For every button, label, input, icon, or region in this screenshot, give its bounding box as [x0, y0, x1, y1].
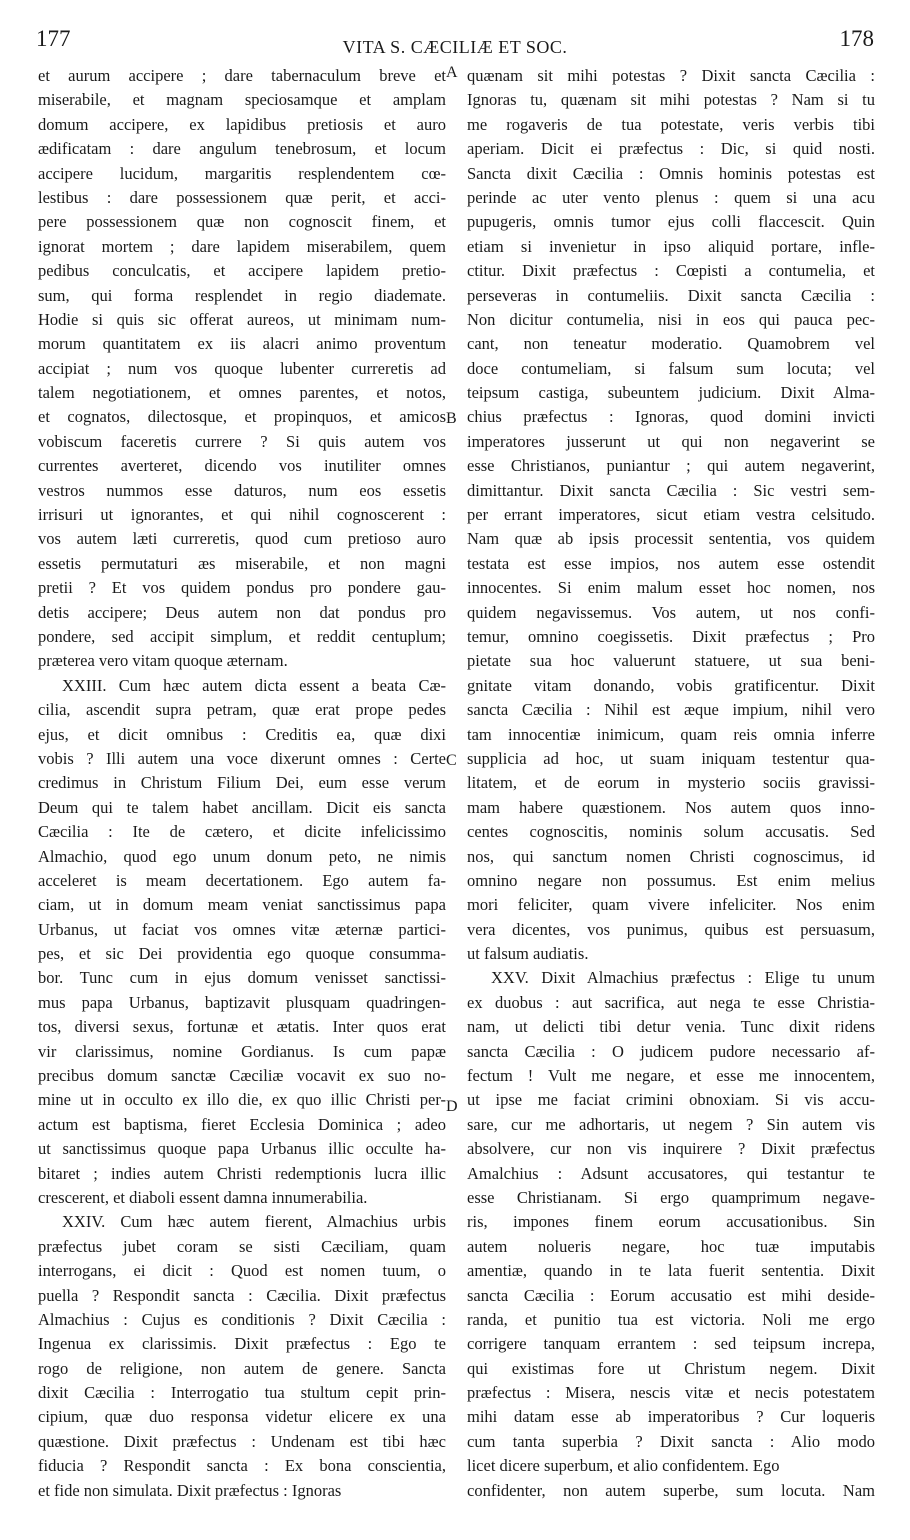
text-line: tam innocentiæ inimicum, quam reis omnia inferre — [467, 724, 875, 744]
text-line: vos autem læti curreretis, quod cum pretioso auro — [38, 529, 446, 549]
text-line: quænam sit mihi potestas ? Dixit sancta Cæcilia : — [467, 66, 875, 85]
text-line: vestros nummos esse daturos, num eos essetis — [38, 480, 446, 500]
text-line: essetis permutaturi æs miserabile, et non magni — [38, 553, 446, 573]
text-line: ctitur. Dixit præfectus : Cœpisti a contumelia, et — [467, 261, 875, 281]
text-line: temur, omnino coegissetis. Dixit præfectus ; Pro — [467, 626, 875, 646]
text-line: esse Christianos, puniantur ; qui autem negaverint, — [467, 456, 875, 476]
text-line: bor. Tunc cum in ejus domum venisset sanctissi- — [38, 968, 446, 988]
text-line: pedibus conculcatis, et accipere lapidem pretio- — [38, 261, 446, 281]
text-line: interrogans, ei dicit : Quod est nomen tuum, o — [38, 1261, 446, 1281]
text-line: supplicia ad hoc, ut suam iniquam testentur qua- — [467, 748, 875, 768]
text-line: accipiat ; num vos quoque lubenter curreretis ad — [38, 358, 446, 378]
text-line: pes, et sic Dei providentia ego quoque consumma- — [38, 944, 446, 964]
text-line: lestibus : dare possessionem quæ perit, et acci- — [38, 187, 446, 207]
text-line: tos, diversi sexus, fortunæ et ætatis. Inter quos erat — [38, 1017, 446, 1037]
text-line: etiam si invenietur in ipso aliquid portare, infle- — [467, 236, 875, 256]
text-line: puella ? Respondit sancta : Cæcilia. Dixit præfectus — [38, 1285, 446, 1305]
text-line: mine ut in occulto ex illo die, ex quo illic Christi per- — [38, 1090, 446, 1110]
text-line: vir clarissimus, nomine Gordianus. Is cum papæ — [38, 1041, 446, 1061]
text-line: amentiæ, quando in te lata fuerit sententia. Dixit — [467, 1261, 875, 1281]
text-line: testata est esse impios, nos autem esse ostendit — [467, 553, 875, 573]
text-line: mori feliciter, quam vivere infeliciter. Nos enim — [467, 895, 875, 915]
text-line: pretii ? Et vos quidem pondus pro pondere gau- — [38, 578, 446, 598]
text-line: nam, ut delicti tibi detur venia. Tunc dixit ridens — [467, 1017, 875, 1037]
text-line: miserabile, et magnam speciosamque et amplam — [38, 90, 446, 110]
text-line: præfectus : Misera, nescis vitæ et necis potestatem — [467, 1383, 875, 1403]
text-line: Urbanus, ut faciat vos omnes vitæ æternæ partici- — [38, 919, 446, 939]
text-line: pondere, sed accipit simplum, et reddit centuplum; — [38, 626, 446, 646]
text-line: Sancta dixit Cæcilia : Omnis hominis potestas est — [467, 163, 875, 183]
text-line: Cæcilia : Ite de cætero, et dicite infelicissimo — [38, 822, 446, 842]
text-line: absolvere, cur non vis inquirere ? Dixit præfectus — [467, 1139, 875, 1159]
text-line: centes cognoscitis, nominis solum accusatis. Sed — [467, 822, 875, 842]
text-line: imperatores jusserunt ut qui non negaverint se — [467, 431, 875, 451]
text-line: vobis ? Illi autem una voce dixerunt omnes : Certe — [38, 748, 446, 768]
page-number-left: 177 — [36, 26, 71, 51]
text-line: cant, non teneatur moderatio. Quamobrem vel — [467, 334, 875, 354]
page-number-right: 178 — [839, 26, 874, 51]
text-line: bitaret ; indies autem Christi redemptionis lucra illic — [38, 1163, 446, 1183]
text-line: quæstione. Dixit præfectus : Undenam est tibi hæc — [38, 1431, 446, 1451]
text-line: cum tanta superbia ? Dixit sancta : Alio modo — [467, 1431, 875, 1451]
text-line: talem negotiationem, et omnes parentes, et notos, — [38, 383, 446, 403]
text-line: ciam, ut in domum meam veniat sanctissimus papa — [38, 895, 446, 915]
running-title: VITA S. CÆCILIÆ ET SOC. — [342, 37, 568, 57]
text-line: XXIII. Cum hæc autem dicta essent a beata Cæ- — [62, 675, 446, 695]
text-line: acceleret is meam decertationem. Ego autem fa- — [38, 870, 446, 890]
text-line: Non dicitur contumelia, nisi in eos qui pauca pec- — [467, 309, 875, 329]
text-line: ut falsum audiatis. — [467, 944, 589, 964]
text-line: cilia, ascendit supra petram, quæ erat prope pedes — [38, 700, 446, 720]
right-column — [467, 64, 875, 1503]
text-line: præfectus jubet coram se sisti Cæciliam, quam — [38, 1236, 446, 1256]
text-line: accipere lucidum, margaritis resplendentem cœ- — [38, 163, 446, 183]
text-line: Amalchius : Adsunt accusatores, qui testantur te — [467, 1163, 875, 1183]
text-line: vobiscum faceretis currere ? Si quis autem vos — [38, 431, 446, 451]
text-line: mam habere quæstionem. Nos autem quos inno- — [467, 797, 875, 817]
text-line: Nam quæ ab ipsis processit sententia, vos quidem — [467, 529, 875, 549]
text-line: qui existimas fore ut Christum negem. Dixit — [467, 1358, 875, 1378]
text-line: dixit Cæcilia : Interrogatio tua stultum cepit prin- — [38, 1383, 446, 1403]
text-line: mihi datam esse ab imperatoribus ? Cur loqueris — [467, 1407, 875, 1427]
page-header — [0, 0, 910, 64]
text-line: currentes averteret, dicendo vos inutiliter omnes — [38, 456, 446, 476]
text-line: Ingenua ex clarissimis. Dixit præfectus : Ego te — [38, 1334, 446, 1354]
text-line: aperiam. Dicit ei præfectus : Dic, si quid nosti. — [467, 139, 875, 159]
text-line: gnitate vitam donando, vobis gratificentur. Dixit — [467, 675, 875, 695]
text-line: ex duobus : aut sacrifica, aut nega te esse Christia- — [467, 992, 875, 1012]
text-line: sare, cur me adhortaris, ut negem ? Sin autem vis — [467, 1114, 875, 1134]
text-line: pere possessionem quæ non cognoscit finem, et — [38, 212, 446, 232]
text-line: ejus, et dicit omnibus : Creditis ea, quæ dixi — [38, 724, 446, 744]
text-line: Ignoras tu, quænam sit mihi potestas ? Nam si tu — [467, 90, 875, 110]
text-line: fectum ! Vult me negare, et esse me innocentem, — [467, 1066, 875, 1086]
text-line: rogo de religione, non autem de genere. Sancta — [38, 1358, 446, 1378]
text-line: irrisuri ut ignorantes, et qui nihil cognoscerent : — [38, 505, 446, 525]
text-line: litatem, et de eorum in mysterio sociis gravissi- — [467, 773, 875, 793]
text-line: nos, qui sanctum nomen Christi cognoscimus, id — [467, 846, 875, 866]
text-line: Hodie si quis sic offerat aureos, ut minimam num- — [38, 309, 446, 329]
text-line: licet dicere superbum, et alio confidentem. Ego — [467, 1456, 780, 1476]
text-line: autem nolueris negare, hoc tuæ imputabis — [467, 1236, 875, 1256]
text-line: precibus domum sanctæ Cæciliæ vocavit ex suo no- — [38, 1066, 446, 1086]
text-line: esse Christianam. Si ergo quamprimum negave- — [467, 1187, 875, 1207]
text-line: morum quantitatem ex iis alacri animo proventum — [38, 334, 446, 354]
text-line: XXIV. Cum hæc autem fierent, Almachius urbis — [62, 1212, 446, 1232]
text-line: ædificatam : dare angulum tenebrosum, et locum — [38, 139, 446, 159]
text-line: ris, impones finem eorum accusationibus. Sin — [467, 1212, 875, 1232]
margin-marker-a: A — [446, 64, 458, 81]
text-line: mus papa Urbanus, baptizavit plusquam quadringen- — [38, 992, 446, 1012]
text-line: crescerent, et diaboli essent damna innumerabilia. — [38, 1187, 368, 1207]
margin-marker-d: D — [446, 1098, 458, 1115]
text-line: detis accipere; Deus autem non dat pondus pro — [38, 602, 446, 622]
text-line: cipium, quæ duo responsa videtur elicere ex una — [38, 1407, 446, 1427]
text-line: Almachio, quod ego unum donum peto, ne nimis — [38, 846, 446, 866]
text-line: confidenter, non autem superbe, sum locuta. Nam — [467, 1480, 875, 1500]
text-line: et aurum accipere ; dare tabernaculum breve et — [38, 66, 446, 85]
text-line: præterea vero vitam quoque æternam. — [38, 651, 288, 671]
text-line: doce contumeliam, si falsum sum locuta; vel — [467, 358, 875, 378]
text-line: corrigere tanquam errantem : sed teipsum increpa, — [467, 1334, 875, 1354]
text-line: per errant imperatores, sicut etiam vestra celsitudo. — [467, 505, 875, 525]
text-line: quidem negavissemus. Vos autem, ut nos confi- — [467, 602, 875, 622]
text-line: me rogaveris de tua potestate, veris verbis tibi — [467, 114, 875, 134]
text-line: perseveras in contumeliis. Dixit sancta Cæcilia : — [467, 285, 875, 305]
text-line: pietate sua hoc valuerunt statuere, ut sua beni- — [467, 651, 875, 671]
text-line: dimittantur. Dixit sancta Cæcilia : Sic vestri sem- — [467, 480, 875, 500]
text-line: perinde ac uter vento plenus : quem si una acu — [467, 187, 875, 207]
text-line: ut ipse me faciat crimini obnoxiam. Si vis accu- — [467, 1090, 875, 1110]
left-column — [38, 64, 446, 1503]
text-line: Deum qui te talem habet ancillam. Dicit eis sancta — [38, 797, 446, 817]
text-line: sancta Cæcilia : O judicem pudore necessario af- — [467, 1041, 875, 1061]
text-line: et cognatos, dilectosque, et propinquos, et amicos — [38, 407, 446, 427]
text-line: ut sanctissimus quoque papa Urbanus illic occulte ha- — [38, 1139, 446, 1159]
text-line: ignorat mortem ; dare lapidem miserabilem, quem — [38, 236, 446, 256]
text-line: fiducia ? Respondit sancta : Ex bona conscientia, — [38, 1456, 446, 1476]
text-line: Almachius : Cujus es conditionis ? Dixit Cæcilia : — [38, 1309, 446, 1329]
text-line: actum est baptisma, fieret Ecclesia Dominica ; adeo — [38, 1114, 446, 1134]
text-line: et fide non simulata. Dixit præfectus : Ignoras — [38, 1480, 342, 1500]
text-line: sum, qui forma resplendet in regio diademate. — [38, 285, 446, 305]
text-line: sancta Cæcilia : Eorum accusatio est mihi deside- — [467, 1285, 875, 1305]
margin-marker-c: C — [446, 752, 457, 769]
text-line: domum accipere, ex lapidibus pretiosis et auro — [38, 114, 446, 134]
text-line: sancta Cæcilia : Nihil est æque impium, nihil vero — [467, 700, 875, 720]
text-line: randa, et punitio tua est victoria. Noli me ergo — [467, 1309, 875, 1329]
text-line: vera dicentes, vos punimus, quibus est persuasum, — [467, 919, 875, 939]
text-line: chius præfectus : Ignoras, quod domini invicti — [467, 407, 875, 427]
text-line: teipsum castiga, subeuntem judicium. Dixit Alma- — [467, 383, 875, 403]
text-line: XXV. Dixit Almachius præfectus : Elige tu unum — [491, 968, 875, 988]
text-line: omnino negare non possumus. Est enim melius — [467, 870, 875, 890]
text-line: pupugeris, omnis tumor ejus colli flaccescit. Quin — [467, 212, 875, 232]
margin-marker-b: B — [446, 410, 457, 427]
text-line: credimus in Christum Filium Dei, eum esse verum — [38, 773, 446, 793]
text-line: innocentes. Si enim malum esset hoc nomen, nos — [467, 578, 875, 598]
